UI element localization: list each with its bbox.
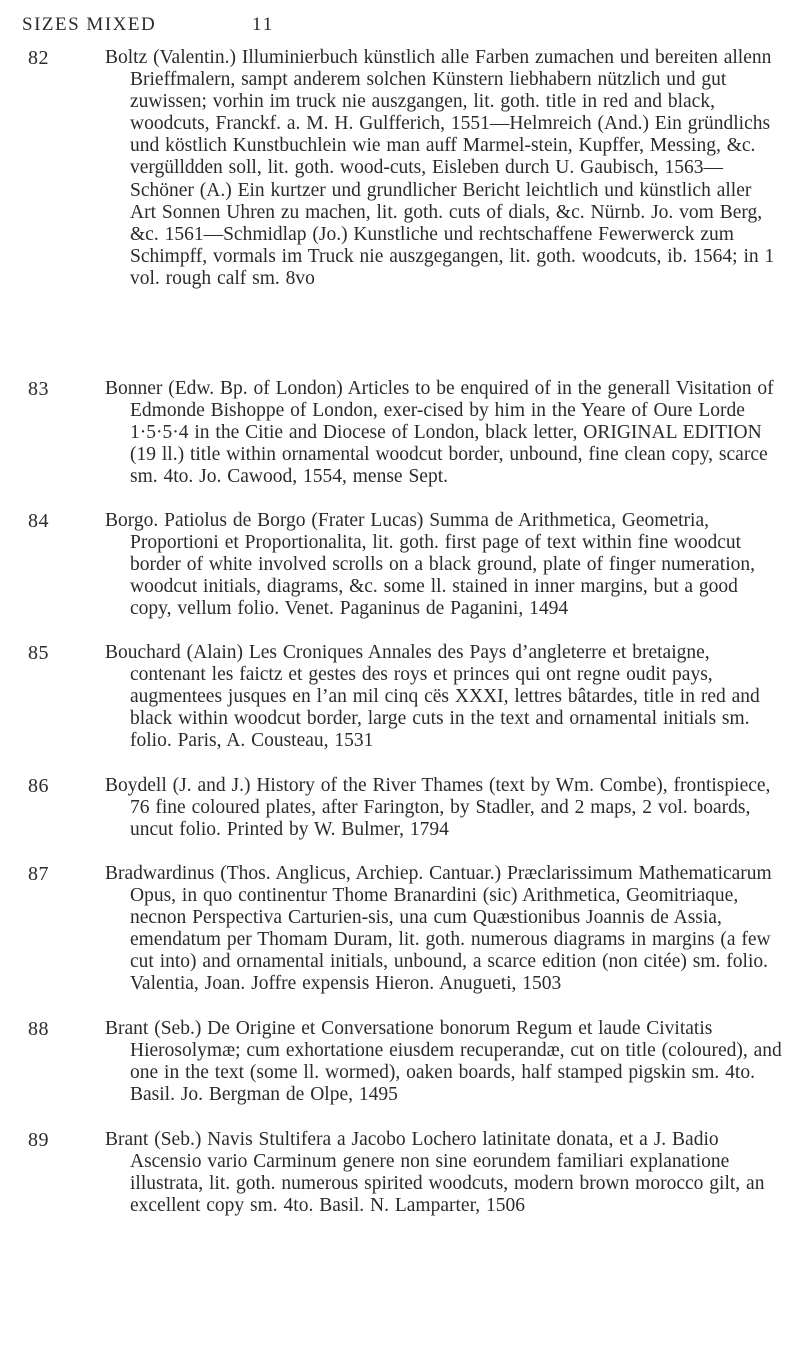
- catalogue-entry: [0, 47, 800, 378]
- entry-text: Bonner (Edw. Bp. of London) Articles to be enquired of in the generall Visitation of Edmonde Bishoppe of London, exer-cised by him in the Yeare of Oure Lorde 1·5·5·4 in the Citie and Diocese of London, black letter, ORIGINAL EDITION (19 ll.) title within ornamental woodcut border, unbound, fine clean copy, scarce sm. 4to. Jo. Cawood, 1554, mense Sept.: [105, 378, 774, 488]
- entry-number: 89: [28, 1129, 49, 1151]
- catalogue-entry: [0, 1018, 800, 1129]
- entry-number: 87: [28, 863, 49, 885]
- entry-number: 88: [28, 1018, 49, 1040]
- entry-text: Bouchard (Alain) Les Croniques Annales des Pays d’angleterre et bretaigne, contenant les faictz et gestes des roys et princes qui ont regne oudit pays, augmentees jusques en l’an mil cinq cës XXXI, lettres bâtardes, title in red and black within woodcut border, large cuts in the text and ornamental initials sm. folio. Paris, A. Cousteau, 1531: [105, 642, 760, 752]
- catalogue-entry: [0, 1129, 800, 1240]
- entry-text: Boydell (J. and J.) History of the River Thames (text by Wm. Combe), frontispiece, 76 fine coloured plates, after Farington, by Stadler, and 2 maps, 2 vol. boards, uncut folio. Printed by W. Bulmer, 1794: [105, 775, 771, 841]
- catalogue-entry: [0, 510, 800, 642]
- page-number: 11: [252, 14, 275, 35]
- section-title: SIZES MIXED: [22, 14, 157, 35]
- catalogue-entry: [0, 775, 800, 863]
- entry-text: Borgo. Patiolus de Borgo (Frater Lucas) Summa de Arithmetica, Geometria, Proportioni et Proportionalita, lit. goth. first page of text within fine woodcut border of white involved scrolls on a black ground, plate of finger numeration, woodcut initials, diagrams, &c. some ll. stained in inner margins, but a good copy, vellum folio. Venet. Paganinus de Paganini, 1494: [105, 510, 755, 620]
- catalogue-entry: [0, 642, 800, 775]
- entry-number: 86: [28, 775, 49, 797]
- entry-text: Brant (Seb.) De Origine et Conversatione bonorum Regum et laude Civitatis Hierosolymæ; cum exhortatione eiusdem recuperandæ, cut on title (coloured), and one in the text (some ll. wormed), oaken boards, half stamped pigskin sm. 4to. Basil. Jo. Bergman de Olpe, 1495: [105, 1018, 782, 1106]
- catalogue-entry: [0, 378, 800, 510]
- entry-text: Brant (Seb.) Navis Stultifera a Jacobo Lochero latinitate donata, et a J. Badio Ascensio vario Carminum genere non sine eorundem familiari explanatione illustrata, lit. goth. numerous spirited woodcuts, modern brown morocco gilt, an excellent copy sm. 4to. Basil. N. Lamparter, 1506: [105, 1129, 765, 1217]
- entry-number: 85: [28, 642, 49, 664]
- entry-text: Boltz (Valentin.) Illuminierbuch künstlich alle Farben zumachen und bereiten allenn Brieffmalern, sampt anderem solchen Künstern liebhabern nützlich und gut zuwissen; vorhin im truck nie auszgangen, lit. goth. title in red and black, woodcuts, Franckf. a. M. H. Gulfferich, 1551—Helmreich (And.) Ein gründlichs und köstlich Kunstbuchlein wie man auff Marmel-stein, Kupffer, Messing, &c. vergülldden soll, lit. goth. wood-cuts, Eisleben durch U. Gaubisch, 1563—Schöner (A.) Ein kurtzer und grundlicher Bericht leichtlich und künstlich aller Art Sonnen Uhren zu machen, lit. goth. cuts of dials, &c. Nürnb. Jo. vom Berg, &c. 1561—Schmidlap (Jo.) Kunstliche und rechtschaffene Fewerwerck zum Schimpff, vormals im Truck nie auszgegangen, lit. goth. woodcuts, ib. 1564; in 1 vol. rough calf sm. 8vo: [105, 47, 775, 289]
- entry-text: Bradwardinus (Thos. Anglicus, Archiep. Cantuar.) Præclarissimum Mathematicarum Opus, in quo continentur Thome Branardini (sic) Arithmetica, Geomitriaque, necnon Perspectiva Carturien-sis, una cum Quæstionibus Joannis de Assia, emendatum per Thomam Duram, lit. goth. numerous diagrams in margins (a few cut into) and ornamental initials, unbound, a scarce edition (non citée) sm. folio. Valentia, Joan. Joffre expensis Hieron. Anugueti, 1503: [105, 863, 772, 995]
- catalogue-entries: [0, 47, 800, 1240]
- entry-number: 82: [28, 47, 49, 69]
- catalogue-entry: [0, 863, 800, 1018]
- entry-number: 84: [28, 510, 49, 532]
- entry-number: 83: [28, 378, 49, 400]
- running-head: [22, 14, 782, 40]
